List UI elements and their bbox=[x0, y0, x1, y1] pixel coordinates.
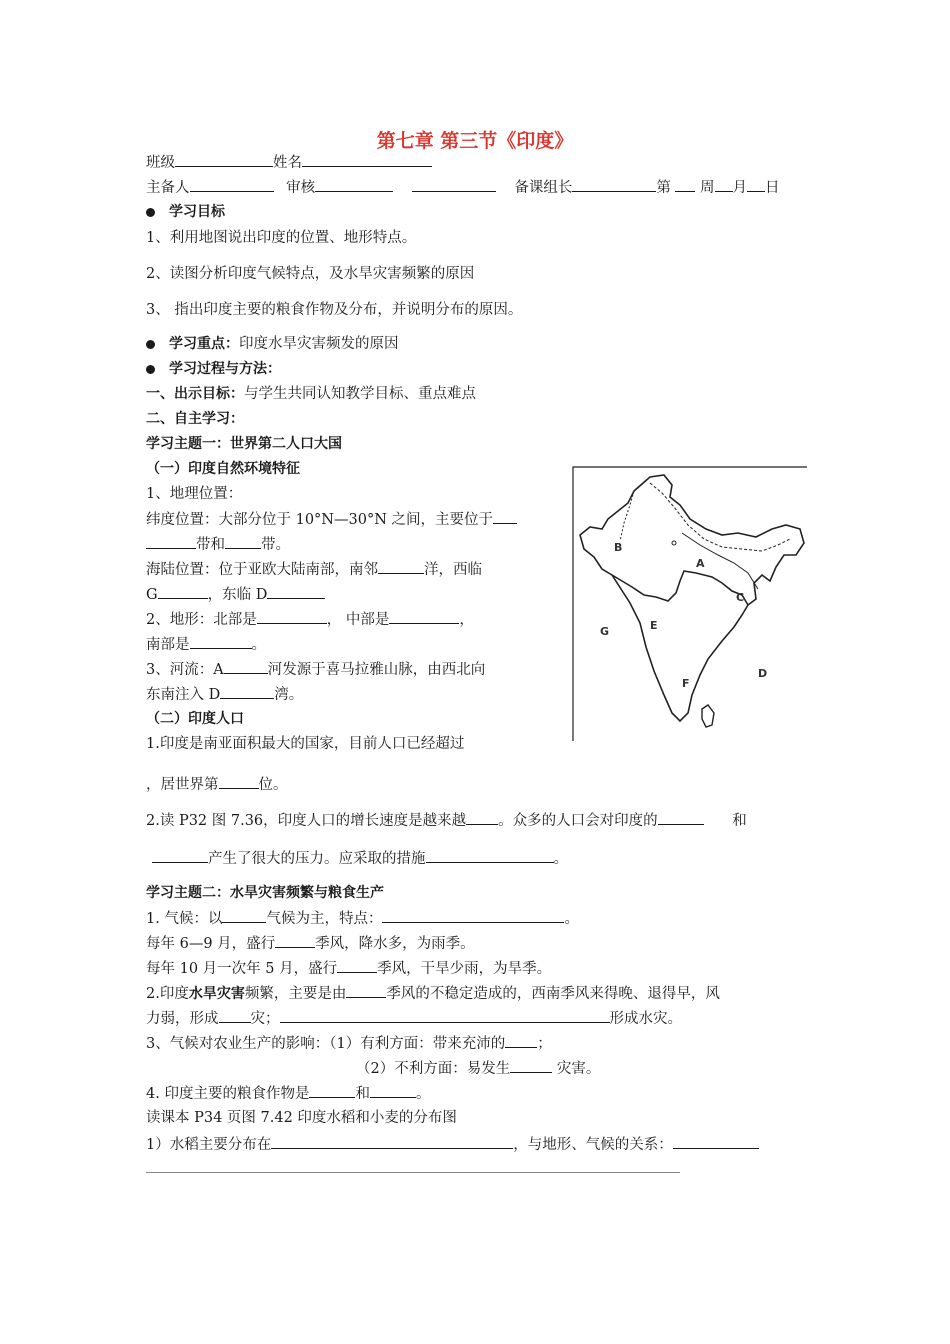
ocean-blank[interactable] bbox=[378, 559, 424, 574]
measures-blank[interactable] bbox=[426, 848, 554, 863]
preparer-blank[interactable] bbox=[190, 177, 274, 192]
river-line: 3、河流：A 河发源于喜马拉雅山脉，由西北向 bbox=[146, 659, 485, 680]
growth-blank[interactable] bbox=[466, 810, 498, 825]
geo-title: 1、地理位置： bbox=[146, 486, 243, 502]
sea-land-line: 海陆位置：位于亚欧大陆南部，南邻 洋，西临 bbox=[146, 559, 482, 580]
india-map bbox=[572, 463, 808, 743]
zone-blank-2[interactable] bbox=[225, 534, 261, 549]
flood-cause-blank[interactable] bbox=[280, 1008, 610, 1023]
step2-heading: 二、自主学习： bbox=[146, 411, 244, 427]
rainy-season-line: 每年 6—9 月，盛行 季风，降水多，为雨季。 bbox=[146, 933, 475, 954]
terrain-line: 2、地形：北部是 ， 中部是 ， bbox=[146, 609, 474, 630]
name-blank[interactable] bbox=[302, 152, 432, 167]
river-line-2: 东南注入 D 湾。 bbox=[146, 684, 303, 705]
preparer-line: 主备人 审核 备课组长 第 周 月 日 bbox=[146, 177, 780, 198]
crop-blank-2[interactable] bbox=[370, 1083, 416, 1098]
south-terrain-blank[interactable] bbox=[190, 634, 252, 649]
pressure-blank-2[interactable] bbox=[152, 848, 208, 863]
topic1-sub1: （一）印度自然环境特征 bbox=[146, 461, 300, 477]
answer-line[interactable] bbox=[146, 1172, 680, 1173]
climate-line: 1. 气候：以 气候为主，特点： 。 bbox=[146, 908, 579, 929]
month-blank[interactable] bbox=[715, 177, 733, 192]
step1-line: 一、出示目标：与学生共同认知教学目标、重点难点 bbox=[146, 386, 476, 402]
topic1-heading: 学习主题一：世界第二人口大国 bbox=[146, 436, 342, 452]
latitude-line: 纬度位置：大部分位于 10°N—30°N 之间，主要位于 bbox=[146, 509, 517, 530]
north-terrain-blank[interactable] bbox=[257, 609, 327, 624]
harm-blank[interactable] bbox=[510, 1058, 552, 1073]
group-leader-blank[interactable] bbox=[572, 177, 656, 192]
goal-item: 2、读图分析印度气候特点，及水旱灾害频繁的原因 bbox=[146, 266, 475, 282]
bullet-icon bbox=[146, 365, 155, 374]
goals-heading: 学习目标 bbox=[146, 202, 225, 222]
page-title: 第七章 第三节《印度》 bbox=[376, 130, 574, 152]
day-blank[interactable] bbox=[747, 177, 765, 192]
sri-lanka-outline bbox=[702, 705, 714, 727]
pop-line-2: 2.读 P32 图 7.36，印度人口的增长速度是越来越 。众多的人口会对印度的 和 bbox=[146, 810, 747, 831]
map-label-b: B bbox=[614, 541, 623, 554]
map-frame bbox=[573, 467, 807, 741]
focus-line: 学习重点：印度水旱灾害频发的原因 bbox=[146, 334, 399, 354]
map-reference-line: 读课本 P34 页图 7.42 印度水稻和小麦的分布图 bbox=[146, 1110, 457, 1126]
map-label-e: E bbox=[650, 619, 658, 632]
crop-blank-1[interactable] bbox=[309, 1083, 355, 1098]
pop-line-2b: 产生了很大的压力。应采取的措施 。 bbox=[152, 848, 568, 869]
pressure-blank-1[interactable] bbox=[658, 810, 704, 825]
bullet-icon bbox=[146, 340, 155, 349]
city-dot-icon bbox=[672, 541, 676, 545]
map-label-a: A bbox=[696, 557, 705, 570]
goal-item: 1、利用地图说出印度的位置、地形特点。 bbox=[146, 230, 417, 246]
week-blank[interactable] bbox=[675, 177, 695, 192]
rice-area-blank[interactable] bbox=[271, 1134, 513, 1149]
crops-line: 4. 印度主要的粮食作物是 和 。 bbox=[146, 1083, 430, 1104]
river-line-b bbox=[620, 491, 634, 541]
pop-line-1: 1.印度是南亚面积最大的国家，目前人口已经超过 bbox=[146, 736, 465, 752]
sea-land-line-2: G ，东临 D bbox=[146, 584, 325, 605]
zone-blank-1b[interactable] bbox=[146, 534, 196, 549]
process-heading: 学习过程与方法： bbox=[146, 359, 281, 379]
relation-blank[interactable] bbox=[673, 1134, 759, 1149]
topic2-heading: 学习主题二：水旱灾害频繁与粮食生产 bbox=[146, 885, 384, 901]
rice-line: 1）水稻主要分布在 ，与地形、气候的关系： bbox=[146, 1134, 759, 1155]
river-blank[interactable] bbox=[224, 659, 268, 674]
india-outline-peninsula bbox=[612, 575, 748, 721]
west-blank[interactable] bbox=[158, 584, 208, 599]
dry-monsoon-blank[interactable] bbox=[337, 958, 377, 973]
map-label-c: C bbox=[736, 591, 745, 604]
bullet-icon bbox=[146, 208, 155, 217]
climate-type-blank[interactable] bbox=[222, 908, 266, 923]
rank-blank[interactable] bbox=[219, 774, 259, 789]
map-label-g: G bbox=[600, 625, 610, 638]
climate-feature-blank[interactable] bbox=[382, 908, 564, 923]
disaster-line-2: 力弱，形成 灾； 形成水灾。 bbox=[146, 1008, 682, 1029]
benefit-blank[interactable] bbox=[505, 1033, 537, 1048]
agri-effect-line: 3、气候对农业生产的影响：（1）有利方面：带来充沛的 ； bbox=[146, 1033, 552, 1054]
latitude-line-2: 带和 带。 bbox=[146, 534, 290, 555]
map-label-d: D bbox=[758, 667, 768, 680]
dry-season-line: 每年 10 月一次年 5 月，盛行 季风，干旱少雨，为旱季。 bbox=[146, 958, 551, 979]
extra-blank[interactable] bbox=[412, 177, 496, 192]
pop-line-1b: ，居世界第 位。 bbox=[146, 774, 288, 795]
central-terrain-blank[interactable] bbox=[389, 609, 459, 624]
terrain-line-2: 南部是 。 bbox=[146, 634, 266, 655]
map-label-f: F bbox=[682, 677, 690, 690]
class-name-line: 班级 姓名 bbox=[146, 152, 432, 173]
disaster-line: 2.印度水旱灾害频繁，主要是由 季风的不稳定造成的，西南季风来得晚、退得早，风 bbox=[146, 983, 720, 1004]
zone-blank-1a[interactable] bbox=[493, 509, 517, 524]
unstable-monsoon-blank[interactable] bbox=[346, 983, 386, 998]
topic1-sub2: （二）印度人口 bbox=[146, 711, 244, 727]
bay-blank[interactable] bbox=[220, 684, 274, 699]
india-map-svg bbox=[572, 463, 808, 743]
goal-item: 3、 指出印度主要的粮食作物及分布，并说明分布的原因。 bbox=[146, 302, 523, 318]
rainy-monsoon-blank[interactable] bbox=[275, 933, 315, 948]
agri-effect-line-2: （2）不利方面：易发生 灾害。 bbox=[356, 1058, 600, 1079]
drought-blank[interactable] bbox=[219, 1008, 251, 1023]
reviewer-blank[interactable] bbox=[315, 177, 393, 192]
class-blank[interactable] bbox=[175, 152, 273, 167]
river-line-a bbox=[682, 533, 758, 589]
east-blank[interactable] bbox=[267, 584, 325, 599]
